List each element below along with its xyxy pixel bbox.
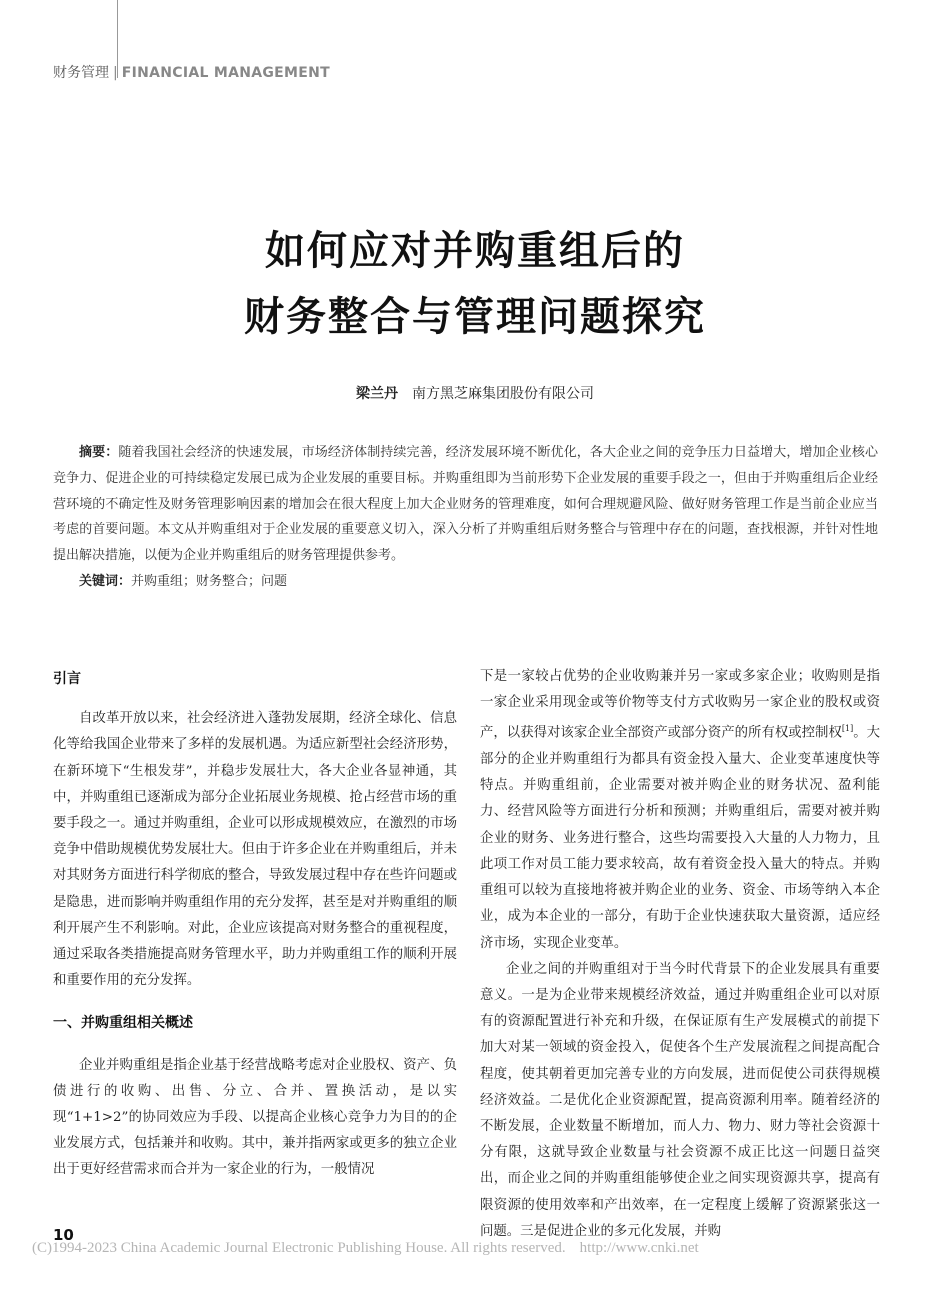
right-paragraph-1-part-b: 。大部分的企业并购重组行为都具有资金投入量大、企业变革速度快等特点。并购重组前，企业需要对被并购企业的财务状况、盈利能力、经营风险等方面进行分析和预测；并购重组后，需要对被并购企业的财务、业务进行整合，这些均需要投入大量的人力物力，且此项工作对员工能力要求较高，故有着资金投入量大的特点。并购重组可以较为直接地将被并购企业的业务、资金、市场等纳入本企业，成为本企业的一部分，有助于企业快速获取大量资源，适应经济市场，实现企业变革。 [480, 725, 881, 951]
section-name-cn: 财务管理 [53, 65, 109, 81]
section-name-en: FINANCIAL MANAGEMENT [121, 65, 331, 81]
copyright-footer [32, 1240, 699, 1257]
author-affiliation: 南方黑芝麻集团股份有限公司 [412, 386, 594, 402]
article-title [0, 218, 950, 350]
section1-paragraph: 企业并购重组是指企业基于经营战略考虑对企业股权、资产、负债进行的收购、出售、分立、合并、置换活动，是以实现“1+1>2”的协同效应为手段、以提高企业核心竞争力为目的的企业发展方式，包括兼并和收购。其中，兼并指两家或更多的独立企业出于更好经营需求而合并为一家企业的行为，一般情况 [53, 1057, 457, 1178]
right-paragraph-2: 企业之间的并购重组对于当今时代背景下的企业发展具有重要意义。一是为企业带来规模经济效益，通过并购重组企业可以对原有的资源配置进行补充和升级，在保证原有生产发展模式的前提下加大对某一领域的资金投入，促使各个生产发展流程之间提高配合程度，使其朝着更加完善专业的方向发展，进而促使公司获得规模经济效益。二是优化企业资源配置，提高资源利用率。随着经济的不断发展，企业数量不断增加，而人力、物力、财力等社会资源十分有限，这就导致企业数量与社会资源不成正比这一问题日益突出，而企业之间的并购重组能够使企业之间实现资源共享，提高有限资源的使用效率和产出效率，在一定程度上缓解了资源紧张这一问题。三是促进企业的多元化发展，并购 [480, 961, 880, 1239]
citation-ref-1[interactable]: [1] [841, 724, 854, 734]
left-column [53, 666, 457, 1184]
abstract-label: 摘要： [79, 445, 119, 460]
page-number: 10 [53, 1226, 74, 1244]
abstract-text: 随着我国社会经济的快速发展，市场经济体制持续完善，经济发展环境不断优化，各大企业之间的竞争压力日益增大，增加企业核心竞争力、促进企业的可持续稳定发展已成为企业发展的重要目标。并购重组即为当前形势下企业发展的重要手段之一，但由于并购重组后企业经营环境的不确定性及财务管理影响因素的增加会在很大程度上加大企业财务的管理难度，如何合理规避风险、做好财务管理工作是当前企业应当考虑的首要问题。本文从并购重组对于企业发展的重要意义切入，深入分析了并购重组后财务整合与管理中存在的问题，查找根源，并针对性地提出解决措施，以便为企业并购重组后的财务管理提供参考。 [53, 445, 878, 564]
author-name: 梁兰丹 [356, 386, 398, 402]
intro-heading: 引言 [53, 671, 81, 687]
keywords-paragraph [53, 569, 878, 595]
abstract-block [53, 440, 878, 595]
running-header [53, 62, 330, 82]
section1-heading: 一、并购重组相关概述 [53, 1015, 193, 1032]
keywords-text: 并购重组；财务整合；问题 [131, 573, 288, 589]
cnki-url-link[interactable]: http://www.cnki.net [579, 1240, 699, 1256]
intro-paragraph: 自改革开放以来，社会经济进入蓬勃发展期，经济全球化、信息化等给我国企业带来了多样的发展机遇。为适应新型社会经济形势，在新环境下“生根发芽”，并稳步发展壮大，各大企业各显神通，其中，并购重组已逐渐成为部分企业拓展业务规模、抢占经营市场的重要手段之一。通过并购重组，企业可以形成规模效应，在激烈的市场竞争中借助规模优势发展壮大。但由于许多企业在并购重组后，并未对其财务方面进行科学彻底的整合，导致发展过程中存在些许问题或是隐患，进而影响并购重组作用的充分发挥，甚至是对并购重组的顺利开展产生不利影响。对此，企业应该提高对财务整合的重视程度，通过采取各类措施提高财务管理水平，助力并购重组工作的顺利开展和重要作用的充分发挥。 [53, 711, 457, 989]
author-line [0, 383, 950, 403]
keywords-label: 关键词： [79, 573, 132, 589]
header-separator: | [113, 65, 118, 81]
right-column [480, 664, 880, 1245]
right-paragraph-1-part-a: 下是一家较占优势的企业收购兼并另一家或多家企业；收购则是指一家企业采用现金或等价物等支付方式收购另一家企业的股权或资产，以获得对该家企业全部资产或部分资产的所有权或控制权 [480, 669, 880, 741]
title-line-2: 财务整合与管理问题探究 [244, 294, 706, 340]
right-paragraph-1 [480, 664, 880, 957]
abstract-paragraph [53, 440, 878, 569]
copyright-text: (C)1994-2023 China Academic Journal Electronic Publishing House. All rights reserved. [32, 1240, 566, 1256]
title-line-1: 如何应对并购重组后的 [265, 228, 685, 274]
